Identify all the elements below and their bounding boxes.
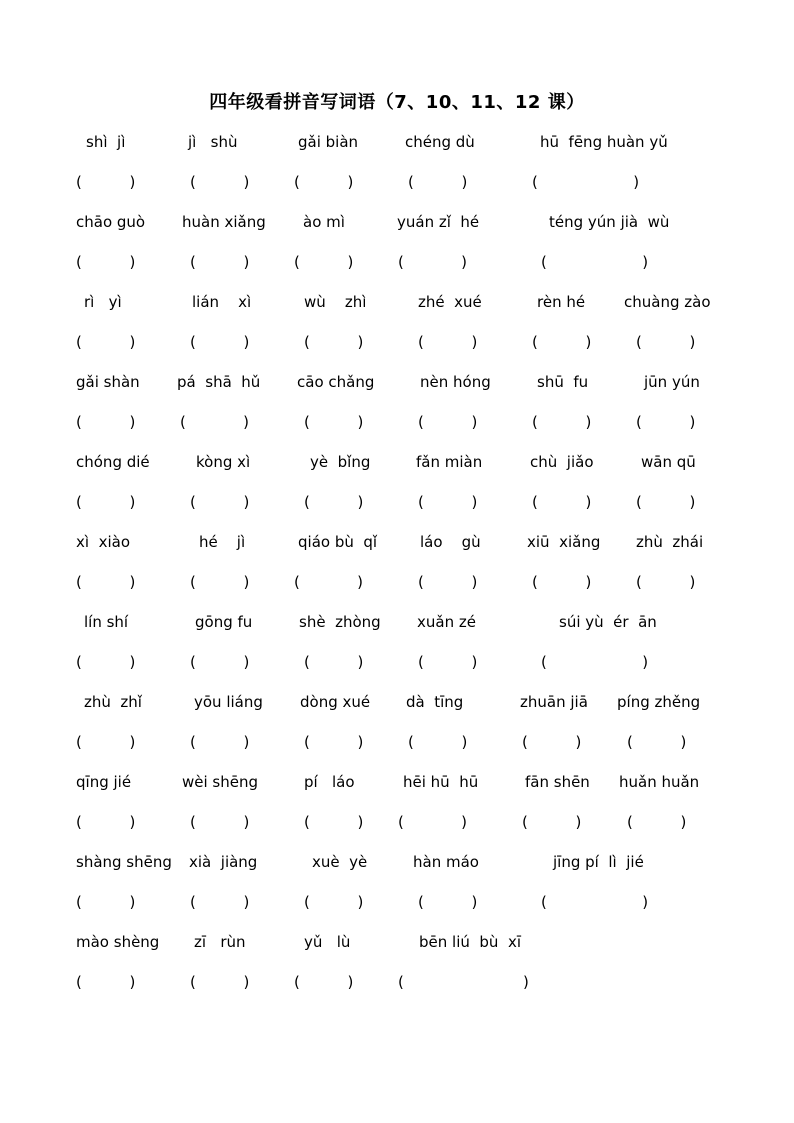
answer-blank[interactable]: ( ) xyxy=(398,253,467,271)
pinyin-word: xuǎn zé xyxy=(417,613,476,631)
pinyin-word: shè zhòng xyxy=(299,613,381,631)
answer-blank[interactable]: ( ) xyxy=(190,173,250,191)
answer-blank[interactable]: ( ) xyxy=(408,173,468,191)
answer-blank[interactable]: ( ) xyxy=(532,493,592,511)
answer-blank[interactable]: ( ) xyxy=(304,893,364,911)
pinyin-word: wèi shēng xyxy=(182,773,259,791)
pinyin-word: chuàng zào xyxy=(624,293,711,311)
answer-blank[interactable]: ( ) xyxy=(304,733,364,751)
pinyin-word: qīng jié xyxy=(76,773,132,791)
pinyin-word: cāo chǎng xyxy=(297,373,375,391)
answer-blank[interactable]: ( ) xyxy=(76,733,136,751)
answer-blank[interactable]: ( ) xyxy=(408,733,468,751)
answer-blank[interactable]: ( ) xyxy=(418,333,478,351)
pinyin-word: huǎn huǎn xyxy=(619,773,700,791)
pinyin-word: zhù zhǐ xyxy=(84,693,142,711)
answer-blank[interactable]: ( ) xyxy=(294,253,354,271)
pinyin-word: hū fēng huàn yǔ xyxy=(540,133,668,151)
answer-blank[interactable]: ( ) xyxy=(418,413,478,431)
answer-blank[interactable]: ( ) xyxy=(76,413,136,431)
pinyin-word: láo gù xyxy=(420,533,481,551)
answer-blank[interactable]: ( ) xyxy=(636,573,696,591)
answer-blank[interactable]: ( ) xyxy=(304,413,364,431)
pinyin-word: nèn hóng xyxy=(420,373,491,391)
answer-blank[interactable]: ( ) xyxy=(76,173,136,191)
pinyin-word: jīng pí lì jié xyxy=(553,853,644,871)
answer-blank[interactable]: ( ) xyxy=(304,813,364,831)
pinyin-word: chù jiǎo xyxy=(530,453,594,471)
answer-blank[interactable]: ( ) xyxy=(304,493,364,511)
answer-blank[interactable]: ( ) xyxy=(418,893,478,911)
answer-blank[interactable]: ( ) xyxy=(76,973,136,991)
answer-blank[interactable]: ( ) xyxy=(541,893,649,911)
pinyin-word: xiū xiǎng xyxy=(527,533,601,551)
pinyin-word: jì shù xyxy=(188,133,238,151)
pinyin-word: lín shí xyxy=(84,613,129,631)
answer-blank[interactable]: ( ) xyxy=(190,813,250,831)
answer-blank[interactable]: ( ) xyxy=(418,573,478,591)
pinyin-word: yōu liáng xyxy=(194,693,263,711)
pinyin-word: zhù zhái xyxy=(636,533,704,551)
answer-blank[interactable]: ( ) xyxy=(304,333,364,351)
pinyin-word: shàng shēng xyxy=(76,853,172,871)
answer-blank[interactable]: ( ) xyxy=(76,813,136,831)
answer-blank[interactable]: ( ) xyxy=(627,813,687,831)
pinyin-word: mào shèng xyxy=(76,933,160,951)
answer-blank[interactable]: ( ) xyxy=(294,573,363,591)
pinyin-word: chóng dié xyxy=(76,453,150,471)
answer-blank[interactable]: ( ) xyxy=(522,733,582,751)
pinyin-word: zhuān jiā xyxy=(520,693,588,711)
worksheet-title: 四年级看拼音写词语（7、10、11、12 课） xyxy=(209,92,585,113)
answer-blank[interactable]: ( ) xyxy=(190,733,250,751)
pinyin-word: yǔ lù xyxy=(304,933,351,951)
pinyin-word: ào mì xyxy=(303,213,345,231)
pinyin-word: zhé xué xyxy=(418,293,482,311)
pinyin-word: fān shēn xyxy=(525,773,590,791)
pinyin-word: dòng xué xyxy=(300,693,371,711)
answer-blank[interactable]: ( ) xyxy=(532,413,592,431)
answer-blank[interactable]: ( ) xyxy=(190,493,250,511)
answer-blank[interactable]: ( ) xyxy=(180,413,249,431)
pinyin-word: xì xiào xyxy=(76,533,130,551)
pinyin-word: téng yún jià wù xyxy=(549,213,670,231)
pinyin-word: bēn liú bù xī xyxy=(419,933,522,951)
pinyin-word: jūn yún xyxy=(644,373,700,391)
answer-blank[interactable]: ( ) xyxy=(76,573,136,591)
pinyin-word: súi yù ér ān xyxy=(559,613,657,631)
pinyin-word: pá shā hǔ xyxy=(177,373,261,391)
pinyin-word: shū fu xyxy=(537,373,589,391)
answer-blank[interactable]: ( ) xyxy=(76,653,136,671)
answer-blank[interactable]: ( ) xyxy=(627,733,687,751)
answer-blank[interactable]: ( ) xyxy=(294,973,354,991)
pinyin-word: zī rùn xyxy=(194,933,246,951)
answer-blank[interactable]: ( ) xyxy=(190,333,250,351)
answer-blank[interactable]: ( ) xyxy=(636,493,696,511)
pinyin-word: rèn hé xyxy=(537,293,586,311)
answer-blank[interactable]: ( ) xyxy=(418,493,478,511)
pinyin-word: hé jì xyxy=(199,533,246,551)
answer-blank[interactable]: ( ) xyxy=(304,653,364,671)
pinyin-word: pí láo xyxy=(304,773,355,791)
answer-blank[interactable]: ( ) xyxy=(398,973,529,991)
answer-blank[interactable]: ( ) xyxy=(190,573,250,591)
answer-blank[interactable]: ( ) xyxy=(190,653,250,671)
pinyin-word: huàn xiǎng xyxy=(182,213,266,231)
pinyin-word: lián xì xyxy=(192,293,252,311)
answer-blank[interactable]: ( ) xyxy=(541,653,649,671)
answer-blank[interactable]: ( ) xyxy=(398,813,467,831)
pinyin-word: qiáo bù qǐ xyxy=(298,533,378,551)
pinyin-word: hàn máo xyxy=(413,853,479,871)
pinyin-word: píng zhěng xyxy=(617,693,701,711)
pinyin-word: chāo guò xyxy=(76,213,146,231)
answer-blank[interactable]: ( ) xyxy=(636,413,696,431)
pinyin-word: wù zhì xyxy=(304,293,367,311)
answer-blank[interactable]: ( ) xyxy=(522,813,582,831)
answer-blank[interactable]: ( ) xyxy=(418,653,478,671)
pinyin-word: rì yì xyxy=(84,293,122,311)
answer-blank[interactable]: ( ) xyxy=(541,253,649,271)
answer-blank[interactable]: ( ) xyxy=(190,253,250,271)
pinyin-word: shì jì xyxy=(86,133,126,151)
answer-blank[interactable]: ( ) xyxy=(190,973,250,991)
answer-blank[interactable]: ( ) xyxy=(532,173,640,191)
pinyin-word: hēi hū hū xyxy=(403,773,479,791)
pinyin-word: wān qū xyxy=(641,453,696,471)
answer-blank[interactable]: ( ) xyxy=(76,253,136,271)
pinyin-word: yè bǐng xyxy=(310,453,371,471)
pinyin-word: xuè yè xyxy=(312,853,368,871)
answer-blank[interactable]: ( ) xyxy=(636,333,696,351)
answer-blank[interactable]: ( ) xyxy=(190,893,250,911)
answer-blank[interactable]: ( ) xyxy=(76,493,136,511)
pinyin-word: chéng dù xyxy=(405,133,475,151)
answer-blank[interactable]: ( ) xyxy=(532,573,592,591)
pinyin-word: fǎn miàn xyxy=(416,453,483,471)
pinyin-word: gōng fu xyxy=(195,613,253,631)
answer-blank[interactable]: ( ) xyxy=(294,173,354,191)
pinyin-word: gǎi biàn xyxy=(298,133,359,151)
answer-blank[interactable]: ( ) xyxy=(532,333,592,351)
answer-blank[interactable]: ( ) xyxy=(76,333,136,351)
pinyin-word: dà tīng xyxy=(406,693,464,711)
pinyin-word: gǎi shàn xyxy=(76,373,140,391)
pinyin-word: kòng xì xyxy=(196,453,251,471)
pinyin-word: yuán zǐ hé xyxy=(397,213,480,231)
pinyin-word: xià jiàng xyxy=(189,853,258,871)
answer-blank[interactable]: ( ) xyxy=(76,893,136,911)
